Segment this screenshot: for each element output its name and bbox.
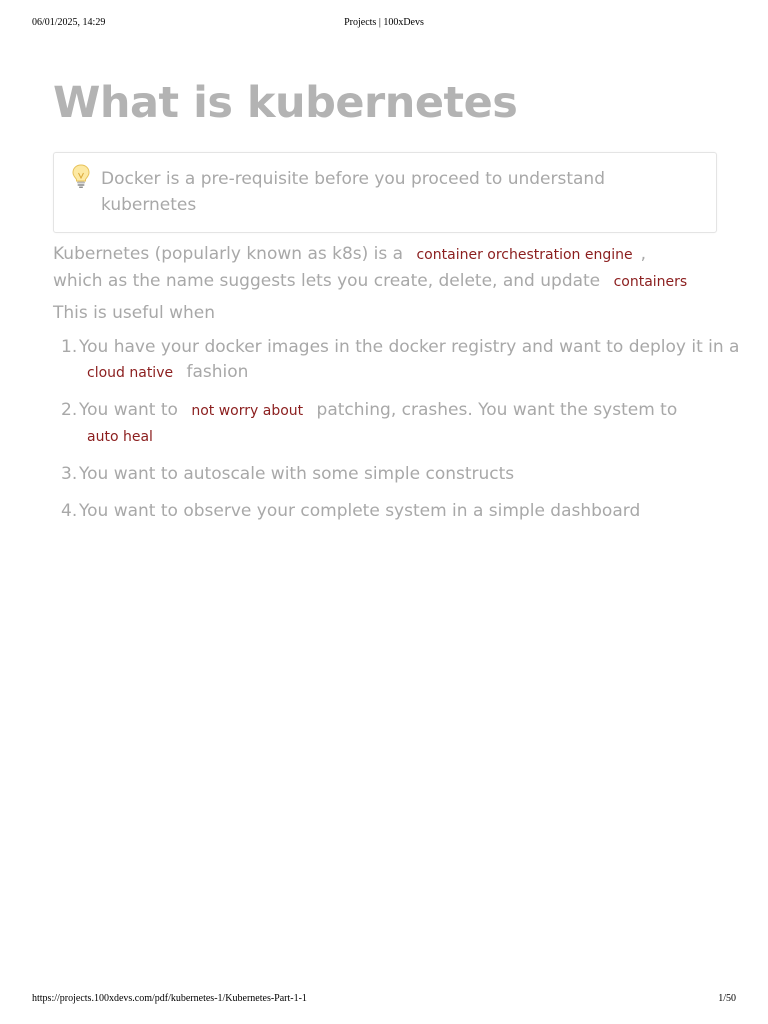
- callout-box: [53, 152, 717, 233]
- useful-when-text: This is useful when: [53, 303, 216, 323]
- list-item-text: You want to autoscale with some simple constructs: [79, 464, 515, 484]
- print-header: [32, 17, 736, 31]
- intro-text-1: Kubernetes (popularly known as k8s) is a: [53, 244, 404, 264]
- page-content: [53, 76, 740, 521]
- list-item: [61, 499, 743, 524]
- callout-text: Docker is a pre-requisite before you proceed to understand kubernetes: [101, 169, 605, 215]
- list-number: 3.: [61, 464, 78, 484]
- list-number: 4.: [61, 501, 78, 521]
- list-item-text-post: patching, crashes. You want the system to: [316, 400, 678, 420]
- print-footer: [32, 993, 736, 1007]
- list-item-text: You want to: [79, 400, 178, 420]
- list-item: [61, 462, 743, 487]
- page-url-link[interactable]: https://projects.100xdevs.com/pdf/kubernetes-1/Kubernetes-Part-1-1: [32, 993, 307, 1004]
- inline-code-not-worry-about: not worry about: [191, 403, 304, 419]
- intro-comma: ,: [640, 244, 647, 264]
- print-title: Projects | 100xDevs: [344, 17, 424, 28]
- page-number: 1/50: [718, 993, 736, 1004]
- lightbulb-icon: [70, 163, 92, 189]
- list-item: [61, 335, 743, 386]
- list-item-text: You have your docker images in the docker registry and want to deploy it in a: [79, 337, 740, 357]
- intro-paragraph: [53, 241, 717, 295]
- page-title: What is kubernetes: [53, 78, 518, 128]
- intro-text-2: which as the name suggests lets you create, delete, and update: [53, 271, 601, 291]
- inline-code-container-orchestration-engine: container orchestration engine: [416, 247, 633, 263]
- list-number: 2.: [61, 400, 78, 420]
- use-case-list: [53, 335, 743, 536]
- list-item-text: You want to observe your complete system in a simple dashboard: [79, 501, 641, 521]
- inline-code-cloud-native: cloud native: [87, 365, 174, 381]
- list-number: 1.: [61, 337, 78, 357]
- print-datetime: 06/01/2025, 14:29: [32, 17, 106, 28]
- inline-code-containers: containers: [613, 274, 688, 290]
- inline-code-auto-heal: auto heal: [87, 429, 153, 445]
- list-item: [61, 398, 743, 450]
- list-item-text-post: fashion: [186, 362, 249, 382]
